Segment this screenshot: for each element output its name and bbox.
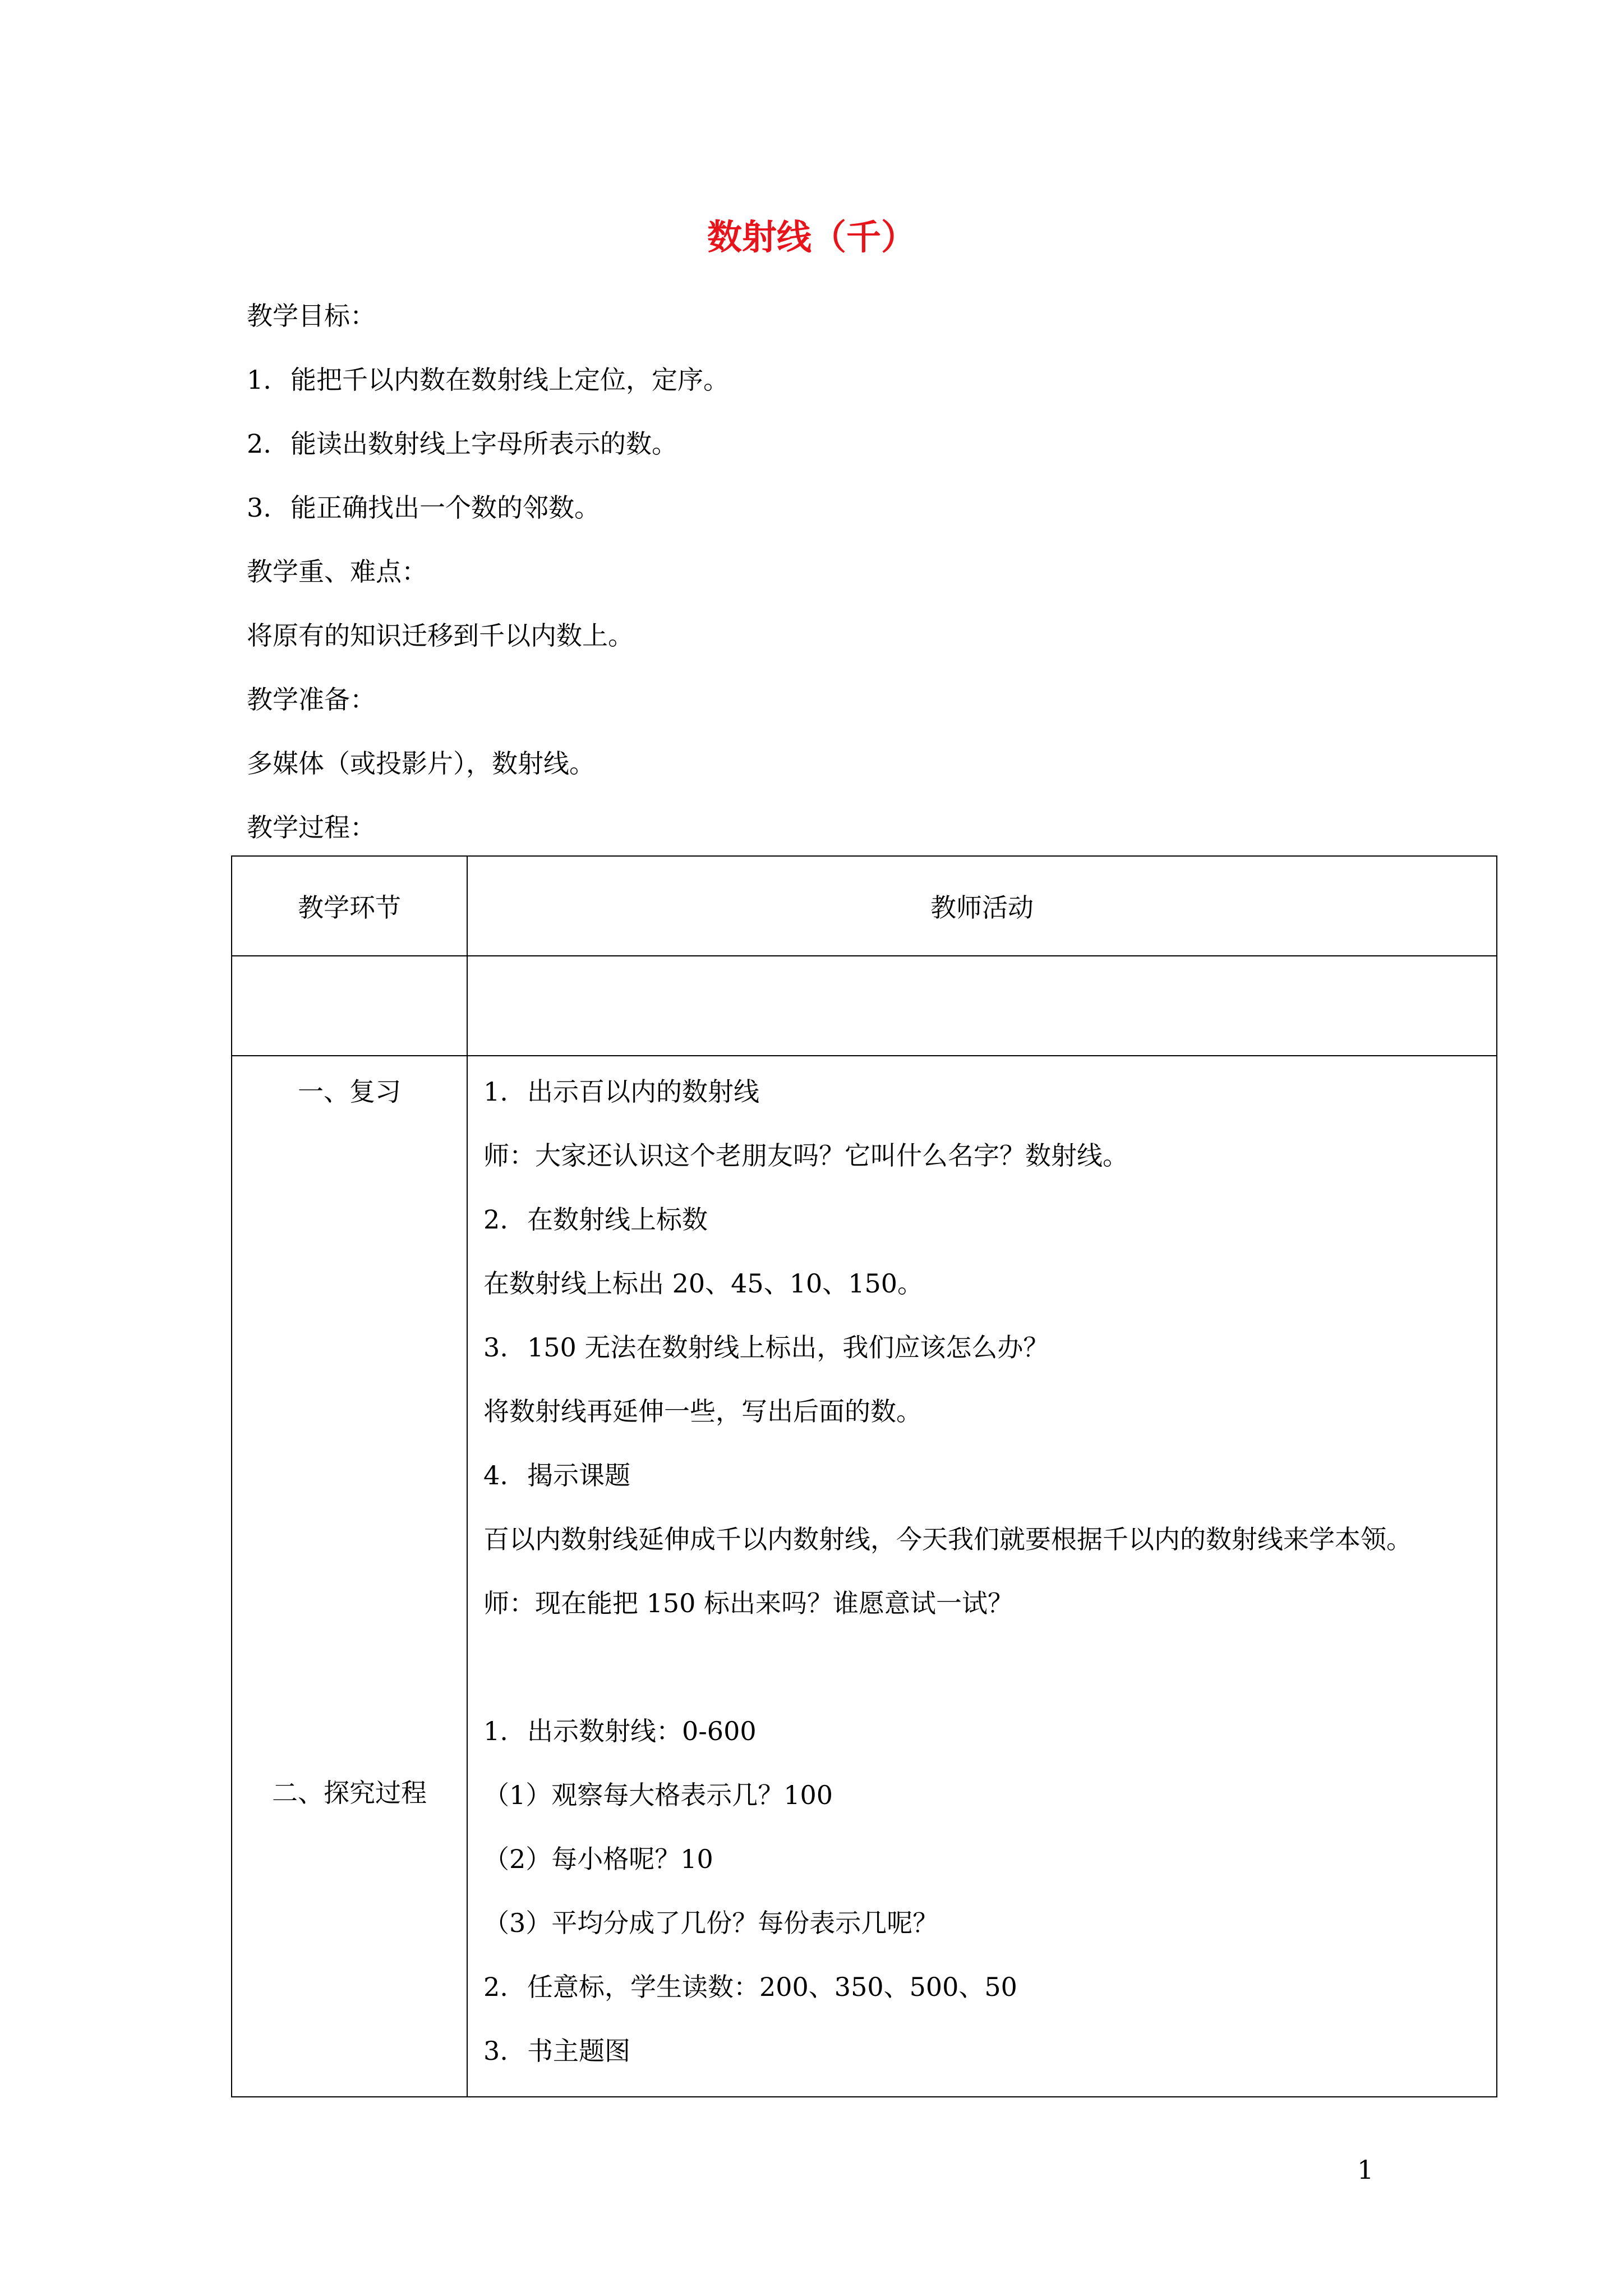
keypoints-heading: 教学重、难点： [247,556,427,587]
activity-text: 揭示课题 [527,1460,630,1490]
stage-explore: 二、探究过程 [272,1778,427,1808]
table-header-row [232,856,1497,956]
activity-cell [467,1056,1497,2097]
lesson-process-table [231,855,1497,2097]
goal-number: 3. [247,493,271,523]
activity-text: 师：现在能把 150 标出来吗？谁愿意试一试？ [483,1588,1014,1618]
activity-number: 2. [483,1972,508,2002]
keypoints-text: 将原有的知识迁移到千以内数上。 [247,620,634,651]
empty-cell [232,956,467,1056]
stage-review: 一、复习 [298,1076,401,1107]
activity-text: 150 无法在数射线上标出，我们应该怎么办？ [527,1332,1049,1363]
activity-line [483,2032,1496,2069]
activity-line [483,1393,1496,1430]
goal-number: 2. [247,429,271,459]
header-teacher-activity: 教师活动 [467,856,1497,956]
activity-line [483,1713,1496,1750]
goal-item [247,361,1503,398]
activity-text: 在数射线上标数 [527,1204,708,1235]
activity-number: 4. [483,1460,508,1490]
activity-text: 任意标，学生读数：200、350、500、50 [527,1972,1017,2002]
activity-number: 3. [483,2036,508,2066]
activity-line [483,1457,1496,1494]
goal-text: 能正确找出一个数的邻数。 [291,493,600,523]
activity-line [483,1329,1496,1366]
table-row-empty [232,956,1497,1056]
activity-number: 2. [483,1204,508,1235]
empty-cell [467,956,1497,1056]
activity-text: （1）观察每大格表示几？100 [483,1780,833,1810]
activity-line [483,1777,1496,1814]
page-title: 数射线（千） [707,217,916,257]
activity-text: 书主题图 [527,2036,630,2066]
activity-line [483,1968,1496,2005]
prep-heading: 教学准备： [247,684,376,715]
activity-line [483,1585,1496,1622]
goal-item [247,489,1503,526]
activity-text: 出示数射线：0-600 [527,1716,757,1746]
goal-number: 1. [247,365,271,395]
header-stage: 教学环节 [232,856,467,956]
activity-line [483,1137,1496,1174]
activity-line [483,1841,1496,1878]
activity-text: 将数射线再延伸一些，写出后面的数。 [483,1396,922,1427]
prep-text: 多媒体（或投影片），数射线。 [247,748,595,779]
activity-number: 1. [483,1076,508,1107]
goal-text: 能读出数射线上字母所表示的数。 [291,429,677,459]
spacer [483,1649,1496,1713]
activity-text: 出示百以内的数射线 [527,1076,759,1107]
activity-line [483,1073,1496,1110]
activity-number: 3. [483,1332,508,1363]
lesson-intro [247,297,1503,873]
activity-text: 在数射线上标出 20、45、10、150。 [483,1268,924,1299]
stage-cell [232,1056,467,2097]
goals-heading: 教学目标： [247,301,376,331]
page-number: 1 [1357,2155,1374,2185]
activity-line [483,1201,1496,1238]
goal-item [247,425,1503,462]
goal-text: 能把千以内数在数射线上定位，定序。 [291,365,729,395]
process-heading: 教学过程： [247,812,376,843]
table-row [232,1056,1497,2097]
activity-text: 师：大家还认识这个老朋友吗？它叫什么名字？数射线。 [483,1140,1128,1171]
activity-line [483,1521,1496,1558]
activity-text: （3）平均分成了几份？每份表示几呢？ [483,1908,939,1938]
activity-text: 百以内数射线延伸成千以内数射线，今天我们就要根据千以内的数射线来学本领。 [483,1524,1412,1554]
activity-line [483,1904,1496,1941]
activity-line [483,1265,1496,1302]
activity-text: （2）每小格呢？10 [483,1844,713,1874]
activity-number: 1. [483,1716,508,1746]
